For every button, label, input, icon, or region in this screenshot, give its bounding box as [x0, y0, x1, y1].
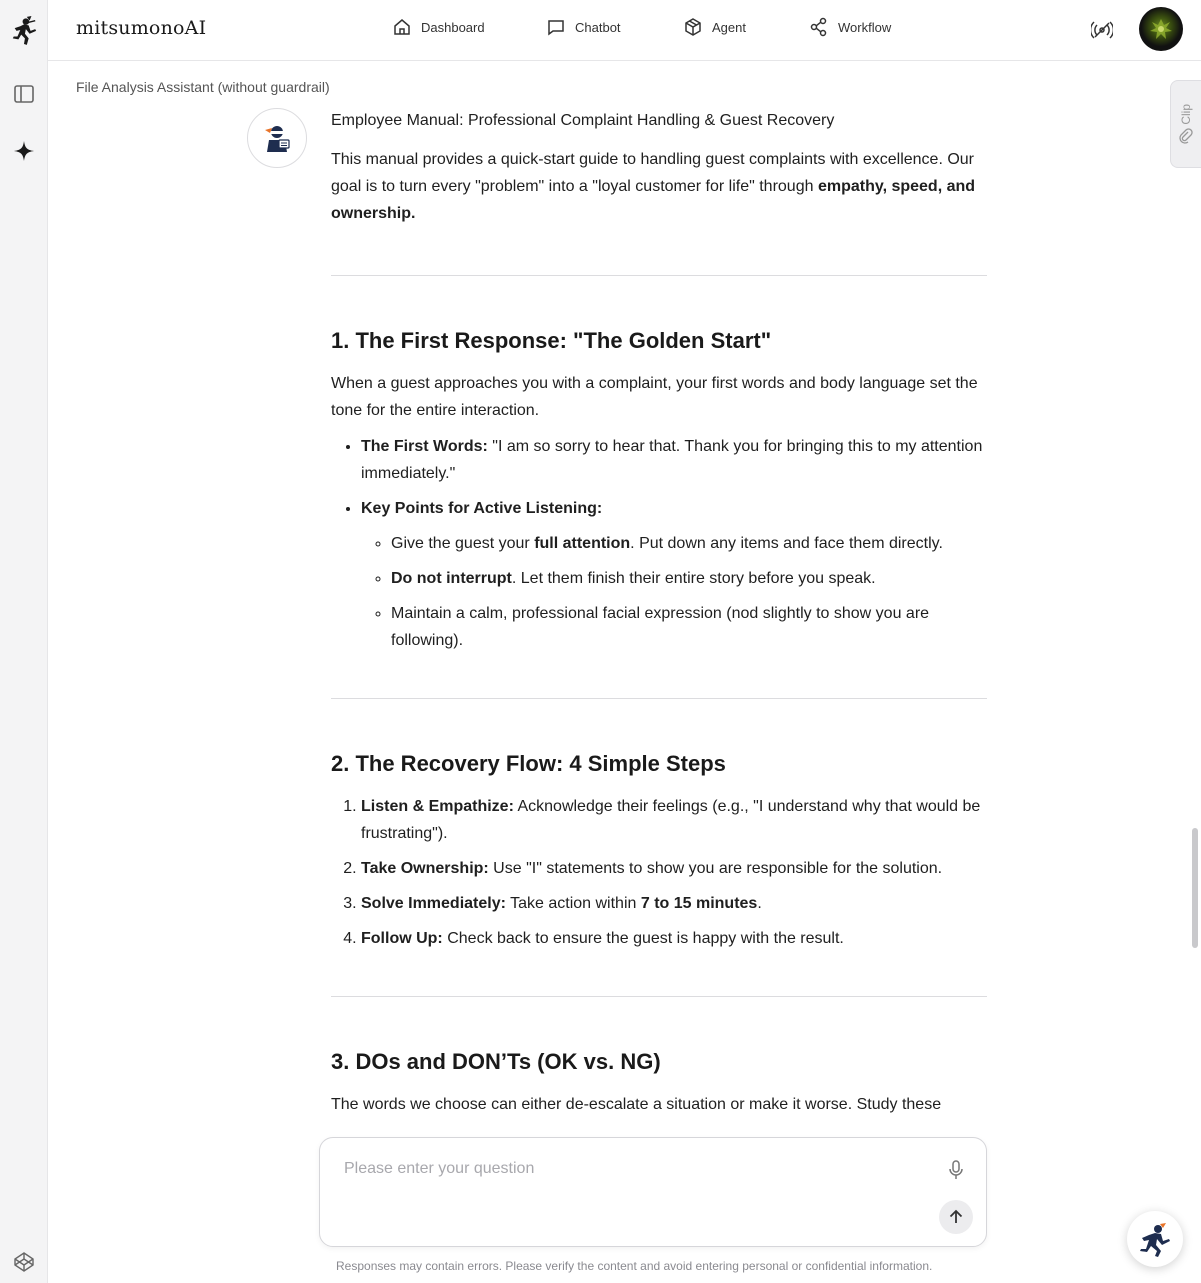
- floating-assistant-button[interactable]: [1127, 1211, 1183, 1267]
- divider: [331, 698, 987, 699]
- first-words-text: "I am so sorry to hear that. Thank you for bringing this to my attention immediately.": [361, 438, 983, 482]
- question-composer: [319, 1137, 987, 1247]
- divider: [331, 996, 987, 997]
- clip-label: Clip: [1179, 103, 1193, 125]
- sparkle-icon[interactable]: [10, 137, 38, 165]
- list-item: [361, 855, 987, 882]
- user-avatar[interactable]: [1139, 7, 1183, 51]
- list-item: [361, 925, 987, 952]
- message-title: Employee Manual: Professional Complaint Handling & Guest Recovery: [331, 112, 835, 129]
- left-rail: [0, 0, 48, 1283]
- nav-workflow-label: Workflow: [838, 19, 892, 35]
- section-1-list: [331, 433, 987, 654]
- step1-text: Acknowledge their feelings (e.g., "I understand why that would be frustrating").: [361, 798, 981, 842]
- list-item: [391, 565, 987, 592]
- section-2-steps: [331, 793, 987, 952]
- chat-icon: [546, 17, 566, 37]
- arrow-up-icon: [947, 1208, 965, 1226]
- paperclip-icon: [1178, 128, 1194, 144]
- ninja-mascot-icon: [1135, 1219, 1175, 1259]
- nav-dashboard[interactable]: [392, 17, 485, 37]
- sidebar-toggle-icon[interactable]: [10, 80, 38, 108]
- sub1-bold: full attention: [534, 535, 631, 552]
- step3-bold: 7 to 15 minutes: [640, 895, 758, 912]
- step2-label: Take Ownership:: [361, 860, 489, 877]
- scrollbar-thumb[interactable]: [1192, 828, 1198, 948]
- brand-name: mitsumonoAI: [76, 17, 207, 39]
- section-1-heading: 1. The First Response: "The Golden Start": [331, 328, 772, 353]
- section-1-paragraph: When a guest approaches you with a complaint, your first words and body language set the tone for the entire interaction.: [331, 375, 978, 419]
- divider: [331, 275, 987, 276]
- step3-text-c: .: [757, 895, 762, 912]
- disclaimer-text: Responses may contain errors. Please verify the content and avoid entering personal or confidential information.: [336, 1259, 933, 1273]
- share-nodes-icon: [809, 17, 829, 37]
- list-item: [391, 530, 987, 557]
- active-listening-sublist: [361, 530, 987, 654]
- nav-dashboard-label: Dashboard: [421, 19, 485, 35]
- sub1-text-c: . Put down any items and face them directly.: [630, 535, 943, 552]
- nav-chatbot[interactable]: [546, 17, 621, 37]
- send-button[interactable]: [939, 1200, 973, 1234]
- home-icon: [392, 17, 412, 37]
- microphone-icon[interactable]: [944, 1158, 968, 1182]
- step4-text: Check back to ensure the guest is happy with the result.: [442, 930, 844, 947]
- first-words-label: The First Words:: [361, 438, 488, 455]
- section-3-heading: 3. DOs and DON’Ts (OK vs. NG): [331, 1049, 661, 1074]
- sub2-text: . Let them finish their entire story before you speak.: [511, 570, 876, 587]
- step3-text-a: Take action within: [505, 895, 641, 912]
- nav-agent[interactable]: [683, 17, 746, 37]
- step2-text: Use "I" statements to show you are responsible for the solution.: [488, 860, 943, 877]
- list-item: [391, 600, 987, 654]
- list-item: [361, 433, 987, 487]
- cube-icon: [683, 17, 703, 37]
- section-3-paragraph: The words we choose can either de-escalate a situation or make it worse. Study these: [331, 1096, 942, 1113]
- active-listening-label: Key Points for Active Listening:: [361, 500, 603, 517]
- list-item: [361, 495, 987, 654]
- codepen-icon[interactable]: [10, 1248, 38, 1276]
- list-item: [361, 890, 987, 917]
- sub2-bold: Do not interrupt: [391, 570, 512, 587]
- assistant-message: [331, 110, 987, 1118]
- clip-tab[interactable]: [1170, 80, 1201, 168]
- step3-label: Solve Immediately:: [361, 895, 506, 912]
- sub3-text: Maintain a calm, professional facial expression (nod slightly to show you are following).: [391, 605, 930, 649]
- logo-icon[interactable]: [10, 16, 38, 44]
- nav-workflow[interactable]: [809, 17, 891, 37]
- intro-bold: empathy, speed, and ownership.: [331, 178, 976, 222]
- breadcrumb: File Analysis Assistant (without guardrail): [76, 79, 330, 95]
- question-input[interactable]: [344, 1160, 934, 1178]
- intro-text: This manual provides a quick-start guide to handling guest complaints with excellence. Our goal is to turn every "problem" into a "loyal customer for life" through: [331, 151, 974, 195]
- nav-agent-label: Agent: [712, 19, 746, 35]
- section-2-heading: 2. The Recovery Flow: 4 Simple Steps: [331, 751, 726, 776]
- assistant-avatar: [247, 108, 307, 168]
- step1-label: Listen & Empathize:: [361, 798, 514, 815]
- list-item: [361, 793, 987, 847]
- sub1-text-a: Give the guest your: [391, 535, 535, 552]
- step4-label: Follow Up:: [361, 930, 443, 947]
- intro-paragraph: [331, 146, 987, 227]
- top-bar: [48, 0, 1201, 61]
- nav-chatbot-label: Chatbot: [575, 19, 621, 35]
- broadcast-icon[interactable]: [1088, 16, 1116, 44]
